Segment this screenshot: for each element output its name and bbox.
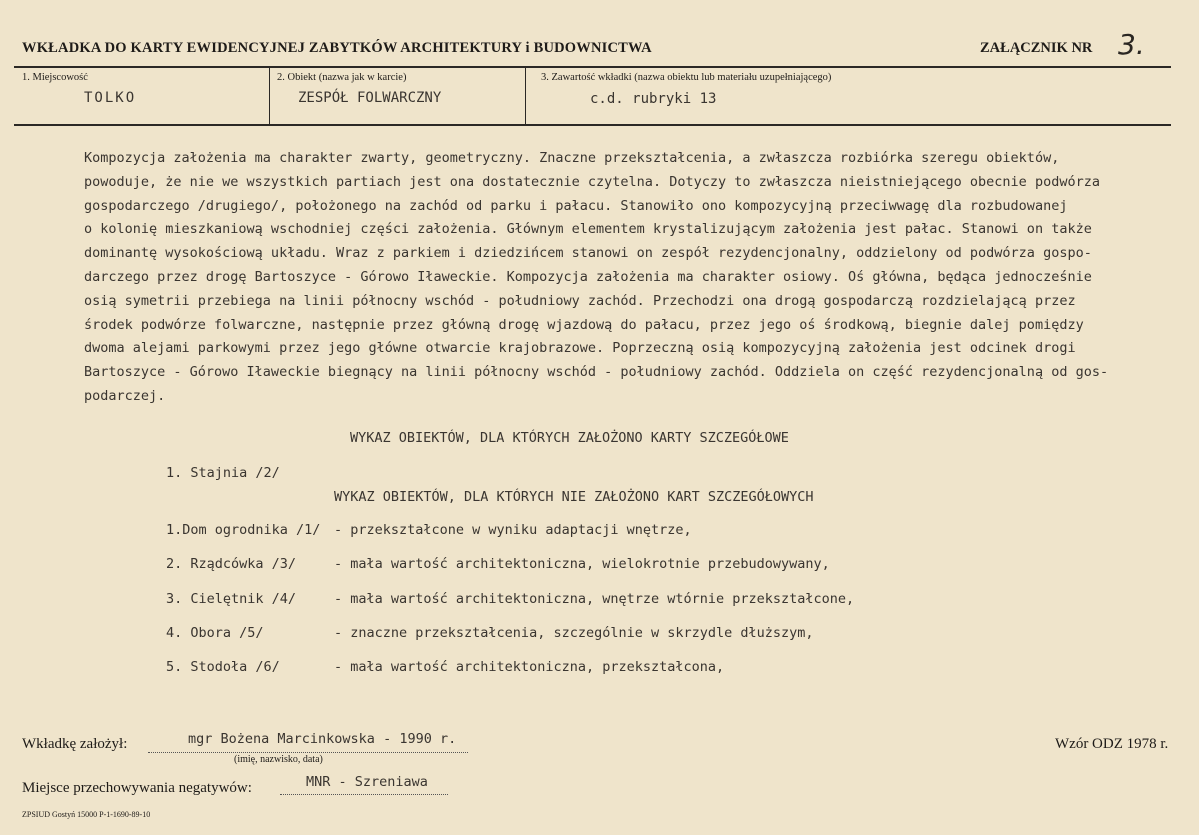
list2-item-name: 1.Dom ogrodnika /1/ — [166, 522, 321, 538]
field-locality-label: 1. Miejscowość — [22, 72, 88, 83]
paragraph-line: osią symetrii przebiega na linii północny wschód - południowy zachód. Przechodzi ona drogą gospodarczą rozdzielającą przez — [84, 292, 1076, 309]
paragraph-line: dominantę wysokościową układu. Wraz z parkiem i dziedzińcem stanowi on zespół rezydencjonalny, oddzielony od podwórza gospo- — [84, 245, 1092, 262]
annex-number: 3. — [1118, 28, 1145, 61]
field-locality-value: TOLKO — [84, 90, 137, 106]
list2-item-desc: - mała wartość architektoniczna, wielokrotnie przebudowywany, — [334, 556, 830, 572]
author-hint: (imię, nazwisko, data) — [234, 754, 323, 765]
author-label: Wkładkę założył: — [22, 736, 128, 752]
paragraph-line: Bartoszyce - Górowo Iławeckie biegnący na linii północny wschód - południowy zachód. Oddziela on część rezydencjonalną od gos- — [84, 364, 1109, 381]
list2-item-desc: - mała wartość architektoniczna, przekształcona, — [334, 659, 725, 675]
storage-label: Miejsce przechowywania negatywów: — [22, 780, 252, 796]
list2-item-name: 5. Stodoła /6/ — [166, 659, 280, 675]
paragraph-line: darczego przez drogę Bartoszyce - Górowo Iławeckie. Kompozycja założenia ma charakter osiowy. Oś główna, będąca jednocześnie — [84, 268, 1092, 285]
annex-label: ZAŁĄCZNIK NR — [980, 40, 1093, 56]
list2-item-desc: - przekształcone w wyniku adaptacji wnętrze, — [334, 522, 692, 538]
paragraph-line: Kompozycja założenia ma charakter zwarty, geometryczny. Znaczne przekształcenia, a zwłaszcza rozbiórka szeregu obiektów, — [84, 150, 1060, 166]
list2-heading: WYKAZ OBIEKTÓW, DLA KTÓRYCH NIE ZAŁOŻONO KART SZCZEGÓŁOWYCH — [334, 489, 814, 505]
field-divider-1 — [269, 66, 270, 125]
field-object-value: ZESPÓŁ FOLWARCZNY — [298, 90, 442, 106]
field-divider-2 — [525, 66, 526, 125]
template-label: Wzór ODZ 1978 r. — [1055, 736, 1169, 752]
storage-dotted-line — [280, 794, 448, 795]
list1-item: 1. Stajnia /2/ — [166, 465, 280, 481]
list2-item-desc: - znaczne przekształcenia, szczególnie w skrzydle dłuższym, — [334, 625, 814, 641]
field-contents-label: 3. Zawartość wkładki (nazwa obiektu lub materiału uzupełniającego) — [541, 72, 832, 83]
paragraph-line: gospodarczego /drugiego/, położonego na zachód od parku i pałacu. Stanowiło ono kompozycyjną przeciwwagę dla rozbudowanej — [84, 197, 1068, 214]
list2-item-name: 3. Cielętnik /4/ — [166, 591, 297, 607]
storage-value: MNR - Szreniawa — [306, 774, 428, 790]
printer-imprint: ZPSIUD Gostyń 15000 P-1-1690-89-10 — [22, 810, 151, 819]
list2-item-desc: - mała wartość architektoniczna, wnętrze wtórnie przekształcone, — [334, 591, 855, 607]
author-value: mgr Bożena Marcinkowska - 1990 r. — [188, 731, 457, 747]
paragraph-line: środek podwórze folwarczne, następnie przez główną drogę wjazdową do pałacu, przez jego oś środkową, biegnie dalej pomiędzy — [84, 316, 1084, 333]
form-title: WKŁADKA DO KARTY EWIDENCYJNEJ ZABYTKÓW ARCHITEKTURY i BUDOWNICTWA — [22, 40, 652, 56]
top-rule — [14, 66, 1171, 68]
fields-bottom-rule — [14, 124, 1171, 126]
list1-heading: WYKAZ OBIEKTÓW, DLA KTÓRYCH ZAŁOŻONO KARTY SZCZEGÓŁOWE — [350, 430, 789, 446]
field-contents-value: c.d. rubryki 13 — [590, 91, 717, 107]
paragraph-line: dwoma alejami parkowymi przez jego główne otwarcie krajobrazowe. Poprzeczną osią kompozycyjną założenia jest odcinek drogi — [84, 340, 1076, 357]
field-object-label: 2. Obiekt (nazwa jak w karcie) — [277, 72, 407, 83]
paragraph-line: powoduje, że nie we wszystkich partiach jest ona dostatecznie czytelna. Dotyczy to zwłaszcza nieistniejącego obecnie podwórza — [84, 173, 1100, 190]
author-dotted-line — [148, 752, 468, 753]
list2-item-name: 2. Rządcówka /3/ — [166, 556, 297, 572]
paragraph-line: podarczej. — [84, 387, 166, 404]
description-paragraph — [84, 150, 1174, 412]
list2-item-name: 4. Obora /5/ — [166, 625, 264, 641]
paragraph-line: o kolonię mieszkaniową wschodniej części założenia. Głównym elementem krystalizującym założenia jest pałac. Stanowi on także — [84, 221, 1092, 238]
